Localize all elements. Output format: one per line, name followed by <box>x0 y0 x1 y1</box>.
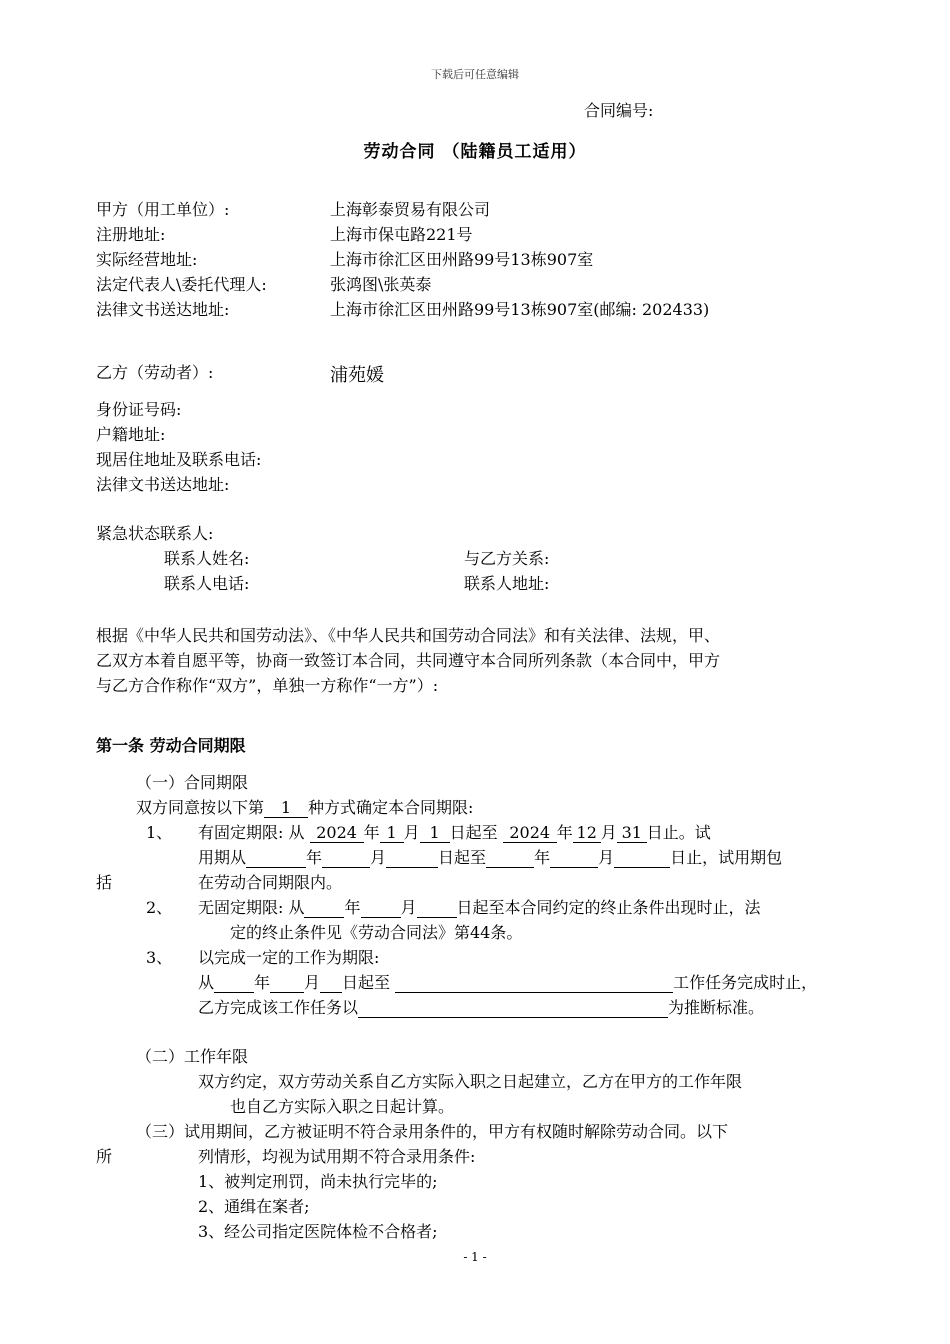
unit-year: 年 <box>254 973 271 992</box>
probation-start-month-field[interactable] <box>322 849 370 868</box>
option-2-line-2: 定的终止条件见《劳动合同法》第44条。 <box>230 923 523 942</box>
section-1-intro <box>136 798 473 818</box>
unit-month: 月 <box>598 848 615 867</box>
probation-start-day-field[interactable] <box>386 849 438 868</box>
unit-month: 月 <box>600 823 617 842</box>
probation-end-year-field[interactable] <box>486 849 534 868</box>
contract-number-label: 合同编号: <box>584 101 654 120</box>
option-3-line-2 <box>198 973 817 993</box>
party-a-label-4: 法律文书送达地址: <box>96 300 230 319</box>
emergency-contact-label: 紧急状态联系人: <box>96 524 214 543</box>
unit-year: 年 <box>344 898 361 917</box>
end-day-field[interactable]: 31 <box>617 824 647 843</box>
unit-month: 月 <box>370 848 387 867</box>
start-month-field[interactable]: 1 <box>380 824 404 843</box>
unit-month: 月 <box>400 898 417 917</box>
section-2-line-2: 也自乙方实际入职之日起计算。 <box>230 1097 455 1116</box>
section-2-line-1: 双方约定，双方劳动关系自乙方实际入职之日起建立，乙方在甲方的工作年限 <box>198 1072 743 1091</box>
open-start-year-field[interactable] <box>304 899 344 918</box>
party-b-service-address-label: 法律文书送达地址: <box>96 475 230 494</box>
party-b-household-label: 户籍地址: <box>96 425 166 444</box>
option-3-number: 3、 <box>146 948 173 967</box>
emergency-name-label: 联系人姓名: <box>164 549 250 568</box>
end-year-field[interactable]: 2024 <box>503 824 557 843</box>
task-start-year-field[interactable] <box>214 974 254 993</box>
option-1-hang: 括 <box>96 873 113 892</box>
section-3-item-3: 3、经公司指定医院体检不合格者; <box>198 1222 438 1241</box>
section-3-item-1: 1、被判定刑罚，尚未执行完毕的; <box>198 1172 438 1191</box>
probation-start-year-field[interactable] <box>246 849 306 868</box>
task-description-field[interactable] <box>395 974 673 993</box>
section-1-title: （一）合同期限 <box>136 773 249 792</box>
party-a-value-4: 上海市徐汇区田州路99号13栋907室(邮编: 202433) <box>330 300 710 319</box>
party-b-name: 浦苑媛 <box>330 365 384 386</box>
option-1-mid: 日起至 <box>449 823 498 842</box>
option-2-number: 2、 <box>146 898 173 917</box>
party-a-label-1: 注册地址: <box>96 225 166 244</box>
option-1-post: 日止。试 <box>646 823 711 842</box>
probation-pre: 用期从 <box>198 848 247 867</box>
option-3-line3-post: 为推断标准。 <box>668 998 765 1017</box>
unit-year: 年 <box>534 848 551 867</box>
open-start-month-field[interactable] <box>361 899 401 918</box>
unit-year: 年 <box>306 848 323 867</box>
article-1-heading: 第一条 劳动合同期限 <box>96 736 246 755</box>
option-3-pre: 从 <box>198 973 215 992</box>
section-3-hang: 所 <box>96 1147 113 1166</box>
probation-post: 日止，试用期包 <box>670 848 783 867</box>
preamble-line-2: 乙双方本着自愿平等，协商一致签订本合同，共同遵守本合同所列条款（本合同中，甲方 <box>96 651 721 670</box>
emergency-relation-label: 与乙方关系: <box>464 549 550 568</box>
option-1-mid-2: 日起至 <box>438 848 487 867</box>
option-3-line-1: 以完成一定的工作为期限: <box>198 948 380 967</box>
document-title: 劳动合同 （陆籍员工适用） <box>363 142 587 162</box>
option-2-pre: 无固定期限: 从 <box>198 898 305 917</box>
preamble-line-3: 与乙方合作称作“双方”，单独一方称作“一方”）: <box>96 676 439 695</box>
party-a-label-3: 法定代表人\委托代理人: <box>96 275 267 294</box>
start-year-field[interactable]: 2024 <box>310 824 364 843</box>
option-3-line3-pre: 乙方完成该工作任务以 <box>198 998 359 1017</box>
end-month-field[interactable]: 12 <box>573 824 601 843</box>
party-a-value-3: 张鸿图\张英泰 <box>330 275 432 294</box>
option-3-end: 工作任务完成时止， <box>673 973 818 992</box>
preamble-line-1: 根据《中华人民共和国劳动法》、《中华人民共和国劳动合同法》和有关法律、法规，甲、 <box>96 626 721 645</box>
task-start-month-field[interactable] <box>270 974 304 993</box>
start-day-field[interactable]: 1 <box>420 824 450 843</box>
unit-month: 月 <box>403 823 420 842</box>
intro-pre: 双方同意按以下第 <box>136 798 265 817</box>
party-a-label-0: 甲方（用工单位）: <box>96 200 230 219</box>
party-b-label: 乙方（劳动者）: <box>96 363 214 382</box>
unit-year: 年 <box>363 823 380 842</box>
page-number: - 1 - <box>463 1250 487 1264</box>
option-1-line-3: 在劳动合同期限内。 <box>198 873 343 892</box>
unit-month: 月 <box>304 973 321 992</box>
section-3-item-2: 2、通缉在案者; <box>198 1197 310 1216</box>
probation-end-month-field[interactable] <box>550 849 598 868</box>
section-2-title: （二）工作年限 <box>136 1047 249 1066</box>
task-criterion-field[interactable] <box>358 999 668 1018</box>
intro-post: 种方式确定本合同期限: <box>308 798 474 817</box>
party-a-label-2: 实际经营地址: <box>96 250 198 269</box>
option-1-line-2 <box>198 848 782 868</box>
party-a-value-0: 上海彰泰贸易有限公司 <box>330 200 491 219</box>
option-2-line-1 <box>198 898 761 918</box>
party-a-value-1: 上海市保屯路221号 <box>330 225 473 244</box>
probation-end-day-field[interactable] <box>614 849 670 868</box>
header-note: 下载后可任意编辑 <box>431 68 519 81</box>
option-1-number: 1、 <box>146 823 173 842</box>
party-a-value-2: 上海市徐汇区田州路99号13栋907室 <box>330 250 594 269</box>
option-3-line-3 <box>198 998 764 1018</box>
emergency-address-label: 联系人地址: <box>464 574 550 593</box>
emergency-phone-label: 联系人电话: <box>164 574 250 593</box>
open-start-day-field[interactable] <box>417 899 457 918</box>
party-b-residence-label: 现居住地址及联系电话: <box>96 450 262 469</box>
option-1-line-1 <box>198 823 711 843</box>
option-2-post: 日起至本合同约定的终止条件出现时止，法 <box>456 898 761 917</box>
term-choice-field[interactable]: 1 <box>264 799 308 818</box>
unit-year: 年 <box>556 823 573 842</box>
section-3-line-2: 列情形，均视为试用期不符合录用条件: <box>198 1147 476 1166</box>
party-b-id-label: 身份证号码: <box>96 400 182 419</box>
option-1-pre: 有固定期限: 从 <box>198 823 305 842</box>
task-start-day-field[interactable] <box>320 974 342 993</box>
section-3-line-1: （三）试用期间，乙方被证明不符合录用条件的，甲方有权随时解除劳动合同。以下 <box>136 1122 729 1141</box>
option-3-mid: 日起至 <box>342 973 391 992</box>
